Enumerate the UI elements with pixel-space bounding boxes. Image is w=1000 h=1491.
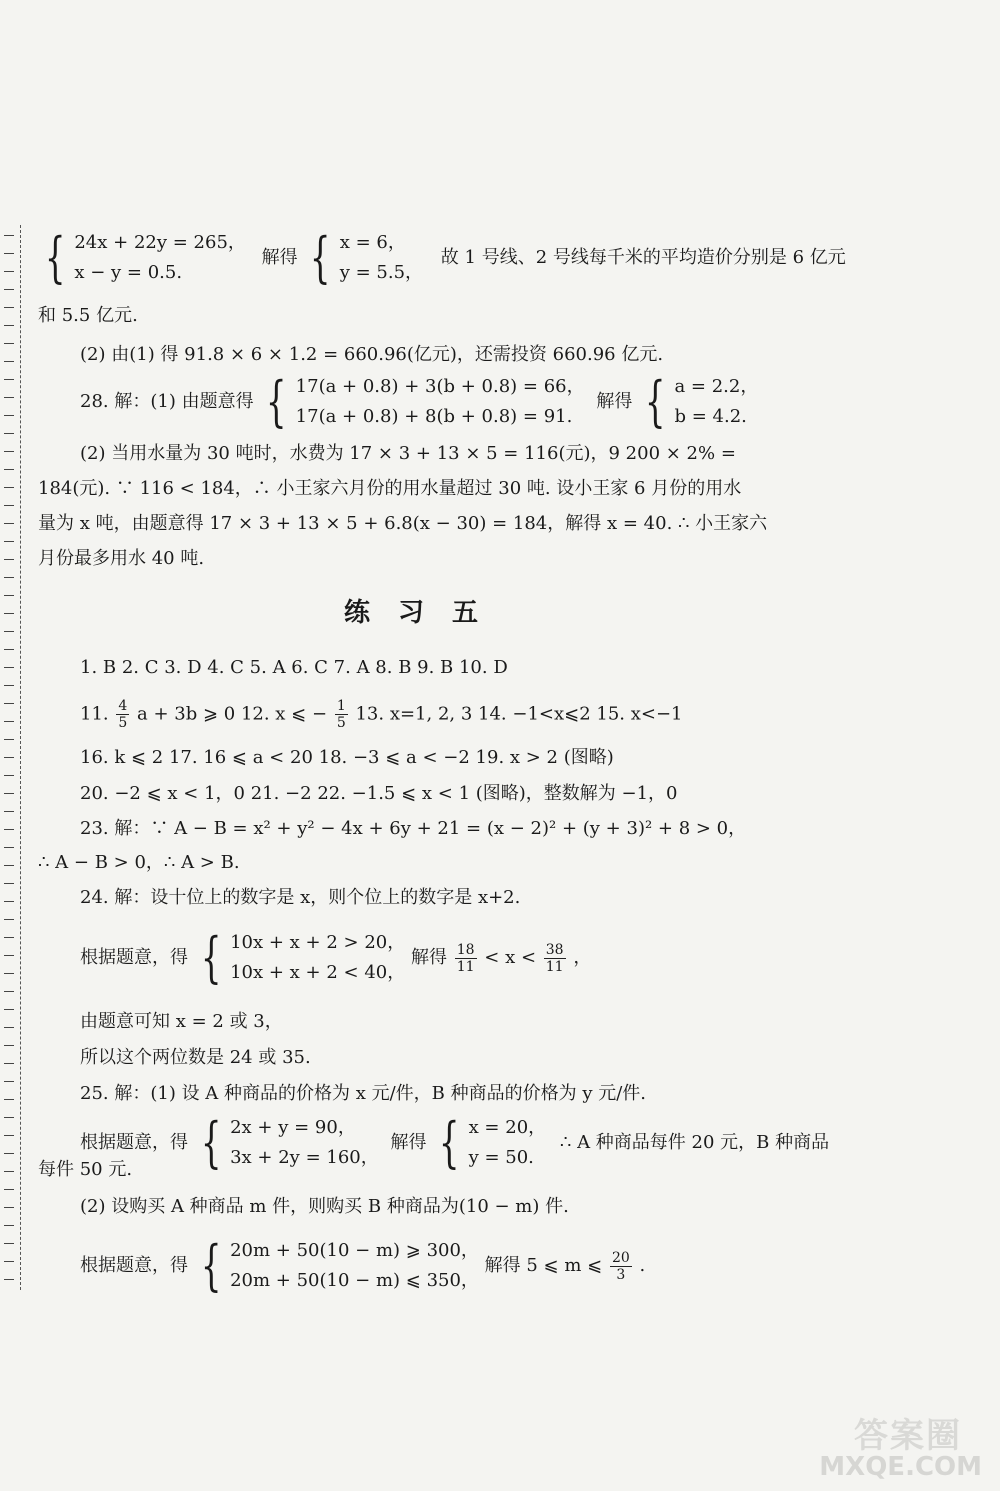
binding-tick bbox=[4, 1009, 14, 1010]
text: 根据题意，得 bbox=[80, 1255, 188, 1276]
brace-icon: { bbox=[44, 226, 66, 289]
result: y = 50. bbox=[468, 1147, 534, 1168]
binding-tick bbox=[4, 1225, 14, 1226]
binding-tick bbox=[4, 685, 14, 686]
binding-tick bbox=[4, 253, 14, 254]
binding-tick bbox=[4, 649, 14, 650]
binding-tick bbox=[4, 883, 14, 884]
binding-tick bbox=[4, 469, 14, 470]
binding-tick bbox=[4, 577, 14, 578]
binding-tick bbox=[4, 775, 14, 776]
binding-tick bbox=[4, 1135, 14, 1136]
binding-tick bbox=[4, 235, 14, 236]
binding-tick bbox=[4, 1189, 14, 1190]
equation: 20m + 50(10 − m) ⩽ 350， bbox=[230, 1270, 479, 1291]
numerator: 38 bbox=[545, 941, 564, 958]
text: . bbox=[639, 1255, 646, 1276]
binding-tick bbox=[4, 1243, 14, 1244]
binding-tick bbox=[4, 379, 14, 380]
binding-margin bbox=[0, 225, 21, 1290]
fraction bbox=[116, 698, 129, 731]
solution-system bbox=[303, 228, 423, 288]
brace-icon: { bbox=[266, 370, 287, 433]
binding-tick bbox=[4, 901, 14, 902]
binding-tick bbox=[4, 541, 14, 542]
binding-tick bbox=[4, 667, 14, 668]
text: 根据题意，得 bbox=[80, 1132, 188, 1153]
system-line-1 bbox=[38, 228, 846, 288]
text: 根据题意，得 bbox=[80, 947, 188, 968]
binding-tick bbox=[4, 955, 14, 956]
equation: 17(a + 0.8) + 3(b + 0.8) = 66， bbox=[295, 376, 585, 397]
section-title: 练习五 bbox=[343, 598, 506, 628]
binding-tick bbox=[4, 1261, 14, 1262]
binding-tick bbox=[4, 829, 14, 830]
q24-system-line bbox=[80, 928, 591, 988]
equation-system bbox=[194, 928, 406, 988]
binding-tick bbox=[4, 523, 14, 524]
binding-tick bbox=[4, 811, 14, 812]
binding-tick bbox=[4, 307, 14, 308]
binding-tick bbox=[4, 433, 14, 434]
equation: x − y = 0.5. bbox=[74, 262, 183, 283]
result: a = 2.2， bbox=[674, 376, 759, 397]
equation-system bbox=[194, 1113, 379, 1173]
text-line: ∴ A − B > 0，∴ A > B. bbox=[38, 852, 240, 873]
fraction bbox=[335, 698, 348, 731]
text-line: 25. 解：(1) 设 A 种商品的价格为 x 元/件，B 种商品的价格为 y 元/件. bbox=[80, 1083, 647, 1104]
text: ， bbox=[573, 947, 592, 968]
text-line: (2) 设购买 A 种商品 m 件，则购买 B 种商品为(10 − m) 件. bbox=[80, 1196, 569, 1217]
brace-icon: { bbox=[310, 226, 331, 289]
equation: 2x + y = 90， bbox=[230, 1117, 356, 1138]
binding-tick bbox=[4, 1279, 14, 1280]
denominator: 5 bbox=[118, 715, 128, 731]
binding-tick bbox=[4, 343, 14, 344]
text-line: 23. 解：∵ A − B = x² + y² − 4x + 6y + 21 = (x − 2)² + (y + 3)² + 8 > 0， bbox=[80, 818, 747, 839]
binding-tick bbox=[4, 919, 14, 920]
answers-line: 1. B 2. C 3. D 4. C 5. A 6. C 7. A 8. B 9. B 10. D bbox=[80, 657, 508, 678]
binding-tick bbox=[4, 991, 14, 992]
result: x = 20， bbox=[468, 1117, 547, 1138]
equation: 10x + x + 2 < 40， bbox=[230, 962, 406, 983]
binding-tick bbox=[4, 703, 14, 704]
equation-system bbox=[259, 372, 584, 432]
answers-line: 20. −2 ⩽ x < 1，0 21. −2 22. −1.5 ⩽ x < 1 (图略)，整数解为 −1，0 bbox=[80, 783, 678, 804]
binding-tick bbox=[4, 1207, 14, 1208]
text-line: 由题意可知 x = 2 或 3， bbox=[80, 1011, 283, 1032]
binding-tick bbox=[4, 847, 14, 848]
text-line: (2) 由(1) 得 91.8 × 6 × 1.2 = 660.96(亿元)，还需投资 660.96 亿元. bbox=[80, 344, 664, 365]
fraction bbox=[610, 1250, 632, 1283]
solution-system bbox=[638, 372, 758, 432]
numerator: 18 bbox=[456, 941, 475, 958]
binding-tick bbox=[4, 361, 14, 362]
denominator: 5 bbox=[336, 715, 346, 731]
text-line: 所以这个两位数是 24 或 35. bbox=[80, 1047, 311, 1068]
text-line: 月份最多用水 40 吨. bbox=[38, 548, 205, 569]
q28-line bbox=[80, 372, 758, 432]
solve-label: 解得 5 ⩽ m ⩽ bbox=[484, 1255, 603, 1276]
text: 11. bbox=[80, 703, 109, 725]
text: 13. x=1, 2, 3 14. −1<x⩽2 15. x<−1 bbox=[355, 703, 683, 725]
binding-tick bbox=[4, 325, 14, 326]
binding-tick bbox=[4, 865, 14, 866]
equation: 24x + 22y = 265， bbox=[74, 232, 246, 253]
brace-icon: { bbox=[200, 1234, 222, 1297]
binding-tick bbox=[4, 1063, 14, 1064]
binding-tick bbox=[4, 505, 14, 506]
binding-tick bbox=[4, 1045, 14, 1046]
binding-tick bbox=[4, 415, 14, 416]
answers-line: 16. k ⩽ 2 17. 16 ⩽ a < 20 18. −3 ⩽ a < −2 19. x > 2 (图略) bbox=[80, 747, 614, 768]
text-line: 量为 x 吨，由题意得 17 × 3 + 13 × 5 + 6.8(x − 30) = 184，解得 x = 40. ∴ 小王家六 bbox=[38, 513, 768, 534]
binding-tick bbox=[4, 487, 14, 488]
fraction bbox=[544, 942, 566, 975]
equation: 20m + 50(10 − m) ⩾ 300， bbox=[230, 1240, 479, 1261]
binding-tick bbox=[4, 1099, 14, 1100]
binding-tick bbox=[4, 559, 14, 560]
numerator: 4 bbox=[118, 698, 128, 714]
q25-system-line-2 bbox=[80, 1236, 645, 1296]
denominator: 11 bbox=[456, 958, 475, 975]
binding-tick bbox=[4, 289, 14, 290]
solve-label: 解得 bbox=[390, 1132, 427, 1153]
binding-tick bbox=[4, 397, 14, 398]
text-line: 184(元). ∵ 116 < 184，∴ 小王家六月份的用水量超过 30 吨. 设小王家 6 月份的用水 bbox=[38, 478, 742, 499]
binding-tick bbox=[4, 1027, 14, 1028]
solve-label: 解得 bbox=[410, 947, 447, 968]
equation-system bbox=[38, 228, 246, 288]
binding-tick bbox=[4, 271, 14, 272]
binding-tick bbox=[4, 451, 14, 452]
equation: 10x + x + 2 > 20， bbox=[230, 932, 406, 953]
numerator: 20 bbox=[611, 1249, 630, 1266]
binding-tick bbox=[4, 793, 14, 794]
binding-tick bbox=[4, 1081, 14, 1082]
solve-label: 解得 bbox=[596, 391, 633, 412]
result: x = 6， bbox=[339, 232, 406, 253]
binding-tick bbox=[4, 739, 14, 740]
text: a + 3b ⩾ 0 12. x ⩽ − bbox=[137, 703, 328, 725]
question-prefix: 28. 解：(1) 由题意得 bbox=[80, 391, 254, 412]
binding-tick bbox=[4, 757, 14, 758]
binding-tick bbox=[4, 631, 14, 632]
text-line: 每件 50 元. bbox=[38, 1159, 133, 1180]
equation-system bbox=[194, 1236, 479, 1296]
conclusion: ∴ A 种商品每件 20 元，B 种商品 bbox=[559, 1132, 830, 1153]
binding-tick bbox=[4, 721, 14, 722]
text-line: 24. 解：设十位上的数字是 x，则个位上的数字是 x+2. bbox=[80, 887, 521, 908]
text-line: (2) 当用水量为 30 吨时，水费为 17 × 3 + 13 × 5 = 116(元)，9 200 × 2% = bbox=[80, 443, 736, 464]
q25-system-line bbox=[80, 1113, 829, 1173]
solve-label: 解得 bbox=[261, 247, 298, 268]
result: y = 5.5， bbox=[339, 262, 424, 283]
numerator: 1 bbox=[336, 698, 346, 714]
denominator: 11 bbox=[545, 958, 564, 975]
conclusion: 故 1 号线、2 号线每千米的平均造价分别是 6 亿元 bbox=[440, 247, 846, 268]
watermark-url: MXQE.COM bbox=[819, 1452, 982, 1482]
watermark-logo bbox=[782, 1416, 982, 1482]
result: b = 4.2. bbox=[674, 406, 747, 427]
binding-tick bbox=[4, 1153, 14, 1154]
fraction bbox=[455, 942, 477, 975]
binding-tick bbox=[4, 973, 14, 974]
brace-icon: { bbox=[439, 1111, 460, 1174]
brace-icon: { bbox=[644, 370, 666, 433]
text-line: 和 5.5 亿元. bbox=[38, 305, 138, 326]
text: < x < bbox=[484, 947, 537, 968]
solution-system bbox=[432, 1113, 546, 1173]
binding-tick bbox=[4, 1117, 14, 1118]
answers-line bbox=[80, 698, 683, 731]
equation: 17(a + 0.8) + 8(b + 0.8) = 91. bbox=[295, 406, 573, 427]
equation: 3x + 2y = 160， bbox=[230, 1147, 379, 1168]
watermark-title: 答案圈 bbox=[854, 1416, 962, 1456]
denominator: 3 bbox=[616, 1266, 626, 1283]
brace-icon: { bbox=[200, 926, 222, 989]
brace-icon: { bbox=[200, 1111, 222, 1174]
binding-tick bbox=[4, 1171, 14, 1172]
binding-tick bbox=[4, 937, 14, 938]
